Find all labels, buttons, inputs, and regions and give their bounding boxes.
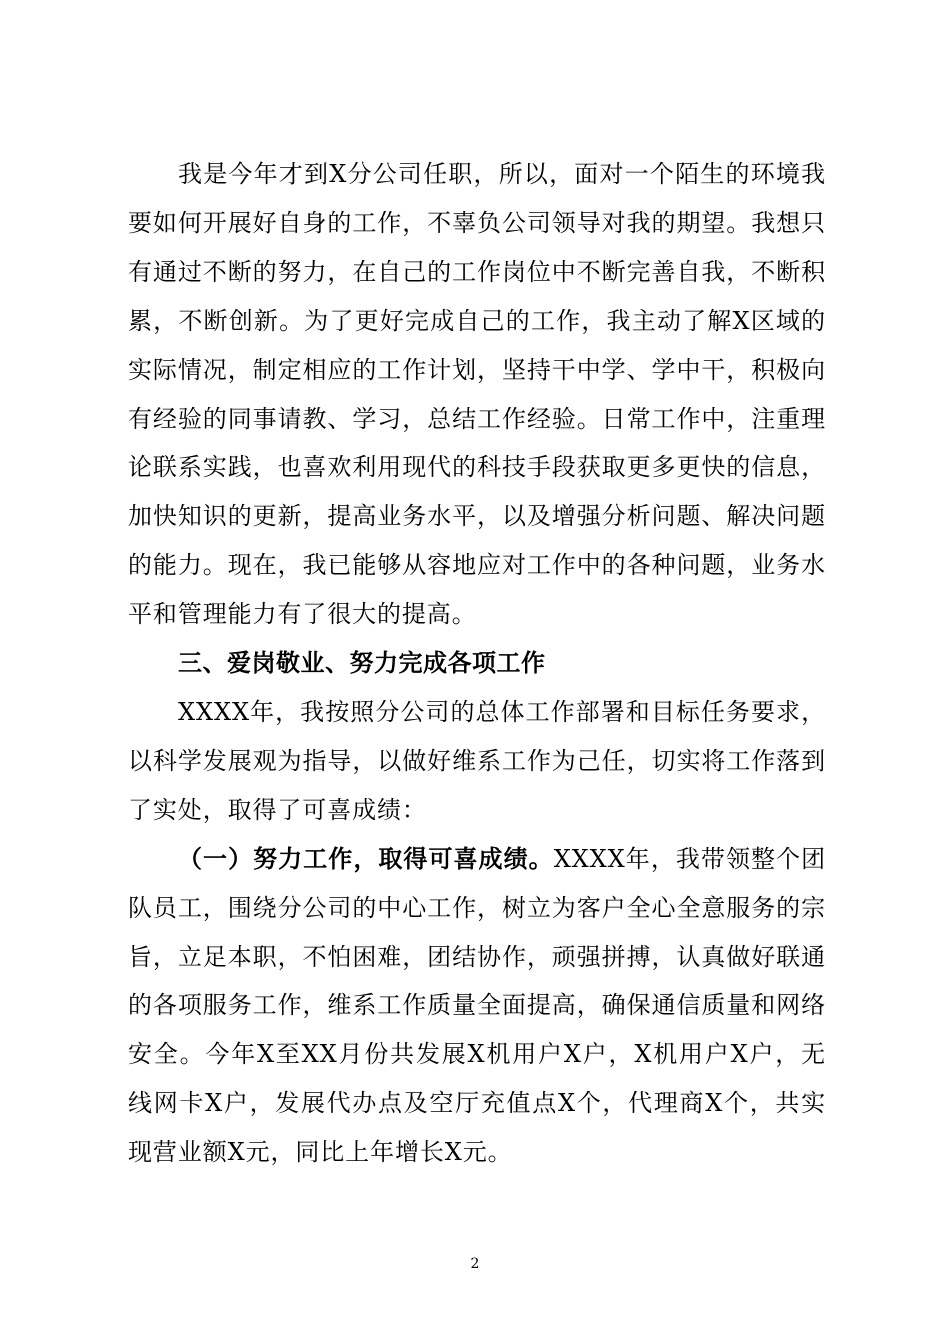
- section-heading-three: 三、爱岗敬业、努力完成各项工作: [178, 649, 546, 678]
- paragraph-achievements: [128, 835, 826, 1177]
- document-body: [128, 150, 826, 1177]
- paragraph-self-improvement: 我是今年才到X分公司任职，所以，面对一个陌生的环境我要如何开展好自身的工作，不辜负公司领导对我的期望。我想只有通过不断的努力，在自己的工作岗位中不断完善自我，不断积累，不断创新。为了更好完成自己的工作，我主动了解X区域的实际情况，制定相应的工作计划，坚持干中学、学中干，积极向有经验的同事请教、学习，总结工作经验。日常工作中，注重理论联系实践，也喜欢利用现代的科技手段获取更多更快的信息，加快知识的更新，提高业务水平，以及增强分析问题、解决问题的能力。现在，我已能够从容地应对工作中的各种问题，业务水平和管理能力有了很大的提高。: [128, 160, 826, 629]
- paragraph-section-intro: XXXX年，我按照分公司的总体工作部署和目标任务要求，以科学发展观为指导，以做好维系工作为己任，切实将工作落到了实处，取得了可喜成绩：: [128, 697, 826, 824]
- sub-heading-one: （一）努力工作，取得可喜成绩。: [178, 843, 554, 873]
- page-number: 2: [470, 1256, 480, 1272]
- paragraph-achievements-body: XXXX年，我带领整个团队员工，围绕分公司的中心工作，树立为客户全心全意服务的宗旨，立足本职，不怕困难，团结协作，顽强拼搏，认真做好联通的各项服务工作，维系工作质量全面提高，确保通信质量和网络安全。今年X至XX月份共发展X机用户X户，X机用户X户，无线网卡X户，发展代办点及空厅充值点X个，代理商X个，共实现营业额X元，同比上年增长X元。: [128, 844, 826, 1167]
